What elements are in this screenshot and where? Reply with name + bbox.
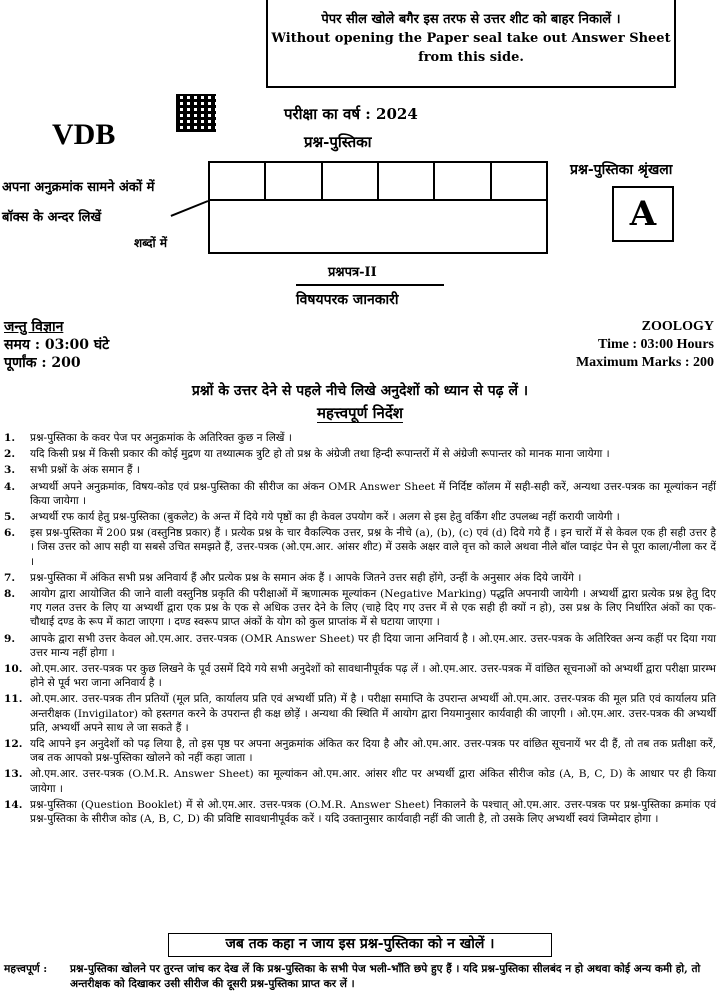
seal-line-english-1: Without opening the Paper seal take out Answer Sheet (271, 31, 671, 46)
footer-note (4, 962, 716, 992)
instruction-item (4, 587, 716, 630)
instruction-item (4, 662, 716, 690)
instruction-text: आयोग द्वारा आयोजित की जाने वाली वस्तुनिष्ठ प्रकृति की परीक्षाओं में ऋणात्मक मूल्यांकन (Negative Marking) पद्धति अपनायी जायेगी । अभ्यर्थी द्वारा प्रत्येक प्रश्न हेतु दिए गए गलत उत्तर के लिए या अभ्यर्थी द्वारा एक प्रश्न के एक से अधिक उत्तर देने के लिए (चाहे दिए गए उत्तर में से एक सही ही क्यों न हो), उस प्रश्न के लिए निर्धारित अंकों का एक-चौथाई दण्ड के रूप में काटा जाएगा । दण्ड स्वरूप प्राप्त अंकों के योग को कुल प्राप्तांक में से घटाया जाएगा । (30, 588, 716, 629)
exam-meta-english (576, 318, 714, 372)
seal-line-hindi: पेपर सील खोले बगैर इस तरफ से उत्तर शीट को बाहर निकालें । (321, 12, 621, 27)
instruction-item (4, 526, 716, 569)
roll-digit-cell[interactable] (379, 163, 435, 199)
instruction-item (4, 798, 716, 826)
instruction-text: यदि किसी प्रश्न में किसी प्रकार की कोई मुद्रण या तथ्यात्मक त्रुटि हो तो प्रश्न के अंग्रेजी तथा हिन्दी रूपान्तरों में से अंग्रेजी रूपान्तर को मानक माना जायेगा । (30, 448, 610, 461)
time-hindi: समय : 03:00 घंटे (4, 337, 110, 353)
qr-code (176, 94, 216, 132)
roll-number-box[interactable] (208, 161, 548, 254)
instruction-number: 5. (4, 511, 16, 524)
instruction-number: 10. (4, 663, 23, 676)
instruction-item (4, 431, 716, 445)
series-box: A (612, 186, 674, 242)
roll-label-line-2: बॉक्स के अन्दर लिखें (2, 210, 102, 225)
instruction-item (4, 447, 716, 461)
read-instructions-notice: प्रश्नों के उत्तर देने से पहले नीचे लिखे अनुदेशों को ध्यान से पढ़ लें । (191, 383, 529, 399)
instruction-text: ओ.एम.आर. उत्तर-पत्रक पर कुछ लिखने के पूर्व उसमें दिये गये सभी अनुदेशों को सावधानीपूर्वक पढ़ लें । ओ.एम.आर. उत्तर-पत्रक में वांछित सूचनाओं को अभ्यर्थी द्वारा परीक्षा प्रारम्भ होने से पूर्व भरा जाना अनिवार्य है । (30, 663, 716, 690)
instruction-text: प्रश्न-पुस्तिका के कवर पेज पर अनुक्रमांक के अतिरिक्त कुछ न लिखें । (30, 432, 292, 444)
do-not-open-banner: जब तक कहा न जाय इस प्रश्न-पुस्तिका को न खोलें । (168, 933, 552, 957)
instruction-item (4, 571, 716, 585)
instruction-item (4, 767, 716, 795)
instruction-text: यदि आपने इन अनुदेशों को पढ़ लिया है, तो इस पृष्ठ पर अपना अनुक्रमांक अंकित कर दिया है और ओ.एम.आर. उत्तर-पत्रक पर वांछित सूचनायें भर दी हैं, तो तब तक प्रतीक्षा करें, जब तक आपको प्रश्न-पुस्तिका खोलने को नहीं कहा जाता । (30, 738, 716, 765)
instruction-item (4, 480, 716, 508)
instruction-item (4, 632, 716, 660)
instruction-number: 4. (4, 480, 16, 493)
instruction-number: 7. (4, 571, 16, 584)
instruction-number: 13. (4, 768, 23, 781)
instruction-number: 1. (4, 432, 16, 444)
subject-hindi: जन्तु विज्ञान (4, 319, 64, 335)
instruction-text: आपके द्वारा सभी उत्तर केवल ओ.एम.आर. उत्तर-पत्रक (OMR Answer Sheet) पर ही दिया जाना अनिवार्य है । ओ.एम.आर. उत्तर-पत्रक के अतिरिक्त अन्य कहीं पर दिया गया उत्तर मान्य नहीं होगा । (30, 632, 716, 659)
booklet-code: VDB (52, 118, 116, 151)
instruction-text: प्रश्न-पुस्तिका (Question Booklet) में से ओ.एम.आर. उत्तर-पत्रक (O.M.R. Answer Sheet) निकालने के पश्चात् ओ.एम.आर. उत्तर-पत्रक पर प्रश्न-पुस्तिका क्रमांक एवं प्रश्न-पुस्तिका के सीरीज कोड (A, B, C, D) की प्रविष्टि सावधानीपूर्वक करें । यदि उक्तानुसार कार्यवाही नहीं की जाती है, तो उसके लिए अभ्यर्थी स्वयं जिम्मेदार होगा । (30, 798, 716, 826)
seal-line-english-2: from this side. (418, 50, 524, 65)
subject-english: ZOOLOGY (641, 319, 714, 334)
instruction-text: सभी प्रश्नों के अंक समान हैं । (30, 464, 140, 477)
instruction-text: इस प्रश्न-पुस्तिका में 200 प्रश्न (वस्तुनिष्ठ प्रकार) हैं । प्रत्येक प्रश्न के चार वैकल्पिक उत्तर, प्रश्न के नीचे (a), (b), (c) एवं (d) दिये गये हैं । इन चारों में से केवल एक ही सही उत्तर है । जिस उत्तर को आप सही या सबसे उचित समझते हैं, उत्तर-पत्रक (ओ.एम.आर. आंसर शीट) में उसके अक्षर वाले वृत्त को काले अथवा नीले बॉल प्वाइंट पेन से पूरा काला/नीला कर दें । (30, 527, 716, 568)
instruction-number: 14. (4, 798, 23, 811)
booklet-title: प्रश्न-पुस्तिका (304, 133, 372, 151)
paper-number: प्रश्नपत्र-II (328, 265, 377, 280)
instruction-number: 2. (4, 448, 16, 461)
seal-notice (266, 0, 676, 88)
instruction-text: ओ.एम.आर. उत्तर-पत्रक (O.M.R. Answer Sheet) का मूल्यांकन ओ.एम.आर. आंसर शीट पर अभ्यर्थी द्वारा अंकित सीरीज कोड (A, B, C, D) के आधार पर ही किया जायेगा । (30, 768, 716, 795)
exam-year: परीक्षा का वर्ष : 2024 (284, 105, 418, 123)
roll-digit-cell[interactable] (435, 163, 491, 199)
instruction-number: 11. (4, 693, 23, 706)
roll-digit-row (210, 163, 546, 201)
important-heading (0, 403, 720, 423)
instruction-number: 9. (4, 632, 16, 645)
instruction-text: ओ.एम.आर. उत्तर-पत्रक तीन प्रतियों (मूल प्रति, कार्यालय प्रति एवं अभ्यर्थी प्रति) में है । परीक्षा समाप्ति के उपरान्त अभ्यर्थी ओ.एम.आर. उत्तर-पत्रक की मूल प्रति एवं कार्यालय प्रति अन्तरीक्षक (Invigilator) को हस्तगत करने के उपरान्त ही कक्ष छोड़ें । अन्यथा की स्थिति में आयोग द्वारा नियमानुसार कार्यवाही की जाएगी । ओ.एम.आर. उत्तर-पत्रक की अभ्यर्थी प्रति, अभ्यर्थी अपने साथ ले जा सकते हैं । (30, 693, 716, 734)
roll-number-label (2, 173, 154, 233)
instruction-item (4, 737, 716, 765)
instruction-item (4, 510, 716, 524)
subject-type: विषयपरक जानकारी (296, 292, 399, 308)
marks-hindi: पूर्णांक : 200 (4, 355, 81, 371)
footer-label: महत्त्वपूर्ण : (4, 963, 48, 975)
time-english: Time : 03:00 Hours (597, 337, 714, 352)
instruction-item (4, 692, 716, 735)
instruction-number: 6. (4, 527, 16, 540)
instruction-number: 3. (4, 464, 16, 477)
instruction-text: अभ्यर्थी रफ कार्य हेतु प्रश्न-पुस्तिका (बुकलेट) के अन्त में दिये गये पृष्ठों का ही केवल उपयोग करें । अलग से इस हेतु वर्किंग शीट उपलब्ध नहीं करायी जायेगी । (30, 511, 620, 524)
instruction-text: प्रश्न-पुस्तिका में अंकित सभी प्रश्न अनिवार्य हैं और प्रत्येक प्रश्न के समान अंक हैं । आपके जितने उत्तर सही होंगे, उन्हीं के अनुसार अंक दिये जायेंगे । (30, 571, 582, 584)
roll-digit-cell[interactable] (323, 163, 379, 199)
exam-meta-hindi (4, 318, 109, 372)
instruction-text: अभ्यर्थी अपने अनुक्रमांक, विषय-कोड एवं प्रश्न-पुस्तिका की सीरीज का अंकन OMR Answer Sheet में निर्दिष्ट कॉलम में सही-सही करें, अन्यथा उत्तर-पत्रक का मूल्यांकन नहीं किया जायेगा । (30, 480, 716, 507)
divider (296, 284, 444, 286)
arrow-icon (171, 200, 209, 217)
roll-digit-cell[interactable] (492, 163, 546, 199)
roll-digit-cell[interactable] (266, 163, 322, 199)
marks-english: Maximum Marks : 200 (575, 355, 714, 370)
instruction-item (4, 463, 716, 477)
in-words-label: शब्दों में (134, 236, 167, 250)
series-label: प्रश्न-पुस्तिका श्रृंखला (570, 162, 673, 178)
roll-label-line-1: अपना अनुक्रमांक सामने अंकों में (2, 180, 155, 195)
roll-digit-cell[interactable] (210, 163, 266, 199)
instruction-number: 8. (4, 588, 16, 601)
important-heading-text: महत्त्वपूर्ण निर्देश (316, 404, 404, 422)
instructions-list (4, 431, 716, 828)
footer-text: प्रश्न-पुस्तिका खोलने पर तुरन्त जांच कर देख लें कि प्रश्न-पुस्तिका के सभी पेज भली-भाँति छपे हुए हैं । यदि प्रश्न-पुस्तिका सीलबंद न हो अथवा कोई अन्य कमी हो, तो अन्तरीक्षक को दिखाकर उसी सीरीज की दूसरी प्रश्न-पुस्तिका प्राप्त कर लें । (70, 963, 701, 990)
instruction-number: 12. (4, 738, 23, 751)
